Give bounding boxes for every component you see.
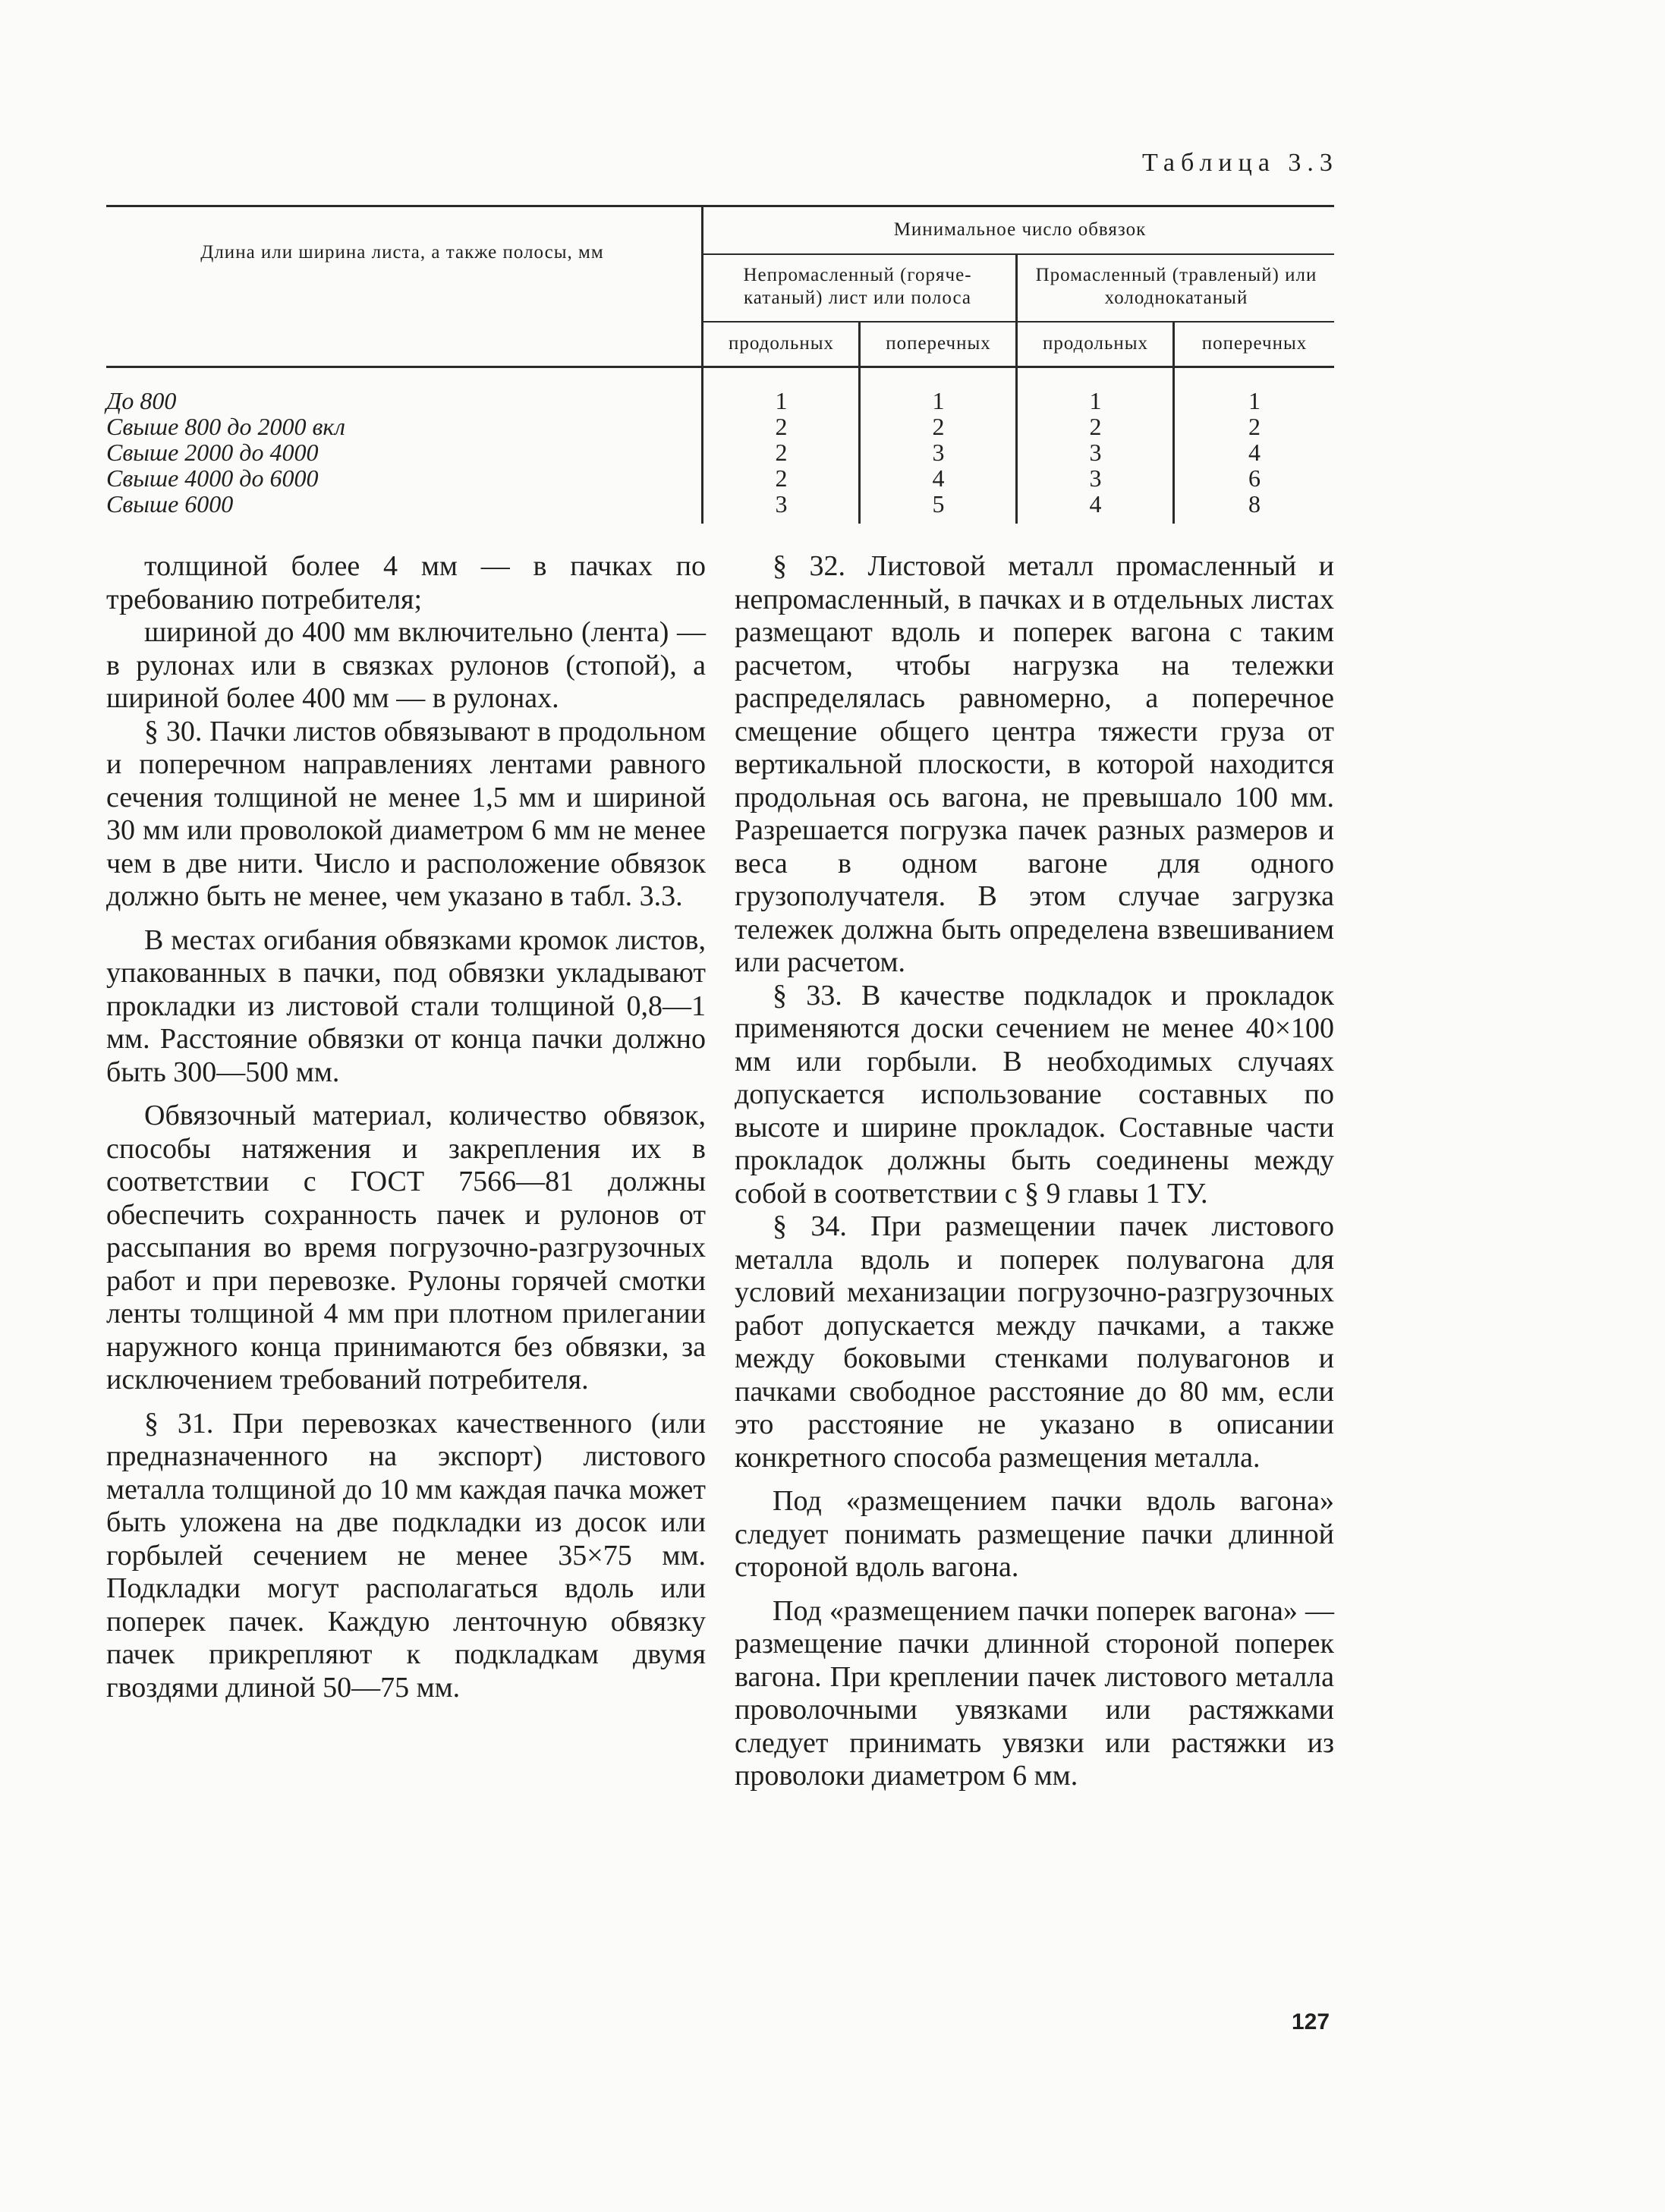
row-label: До 800 bbox=[106, 387, 177, 414]
table-cell: 3 bbox=[775, 490, 788, 518]
subheader-trans-1: поперечных bbox=[886, 333, 991, 354]
table-cell: 5 bbox=[932, 490, 945, 518]
table-cell: 6 bbox=[1248, 464, 1261, 492]
left-column bbox=[106, 550, 706, 1704]
header-unoiled: Непромасленный (горяче-катаный) лист или полоса bbox=[743, 265, 972, 308]
table-cell: 4 bbox=[1089, 490, 1102, 518]
row-label: Свыше 2000 до 4000 bbox=[106, 439, 319, 466]
table-cell: 4 bbox=[1248, 439, 1261, 466]
table-cell: 4 bbox=[932, 464, 945, 492]
table-cell: 1 bbox=[932, 387, 945, 414]
paragraph-section-31: § 31. При перевозках качественного (или предназначенного на экспорт) листового металла толщиной до 10 мм каждая пачка может быть уложена на две подкладки из досок или горбылей сечением не менее 35×75 мм. Подкладки могут располагаться вдоль или поперек пачек. Каждую ленточную обвязку пачек прикрепляют к подкладкам двумя гвоздями длиной 50—75 мм. bbox=[106, 1407, 706, 1704]
header-min: Минимальное число обвязок bbox=[893, 219, 1147, 240]
table-cell: 1 bbox=[1248, 387, 1261, 414]
paragraph: шириной до 400 мм включительно (лента) — в рулонах или в связках рулонов (стопой), а шириной более 400 мм — в рулонах. bbox=[106, 616, 706, 714]
table-cell: 8 bbox=[1248, 490, 1261, 518]
table-cell: 3 bbox=[1089, 439, 1102, 466]
subheader-trans-2: поперечных bbox=[1201, 333, 1308, 354]
table-top-rule bbox=[106, 205, 1334, 207]
table-caption: Таблица 3.3 bbox=[1142, 149, 1339, 177]
page-number: 127 bbox=[1292, 2009, 1330, 2034]
table-cell: 3 bbox=[932, 439, 945, 466]
table-cell: 2 bbox=[1089, 413, 1102, 440]
table-cell: 2 bbox=[932, 413, 945, 440]
row-label: Свыше 6000 bbox=[106, 490, 234, 518]
paragraph: Под «размещением пачки вдоль вагона» следует понимать размещение пачки длинной стороной вдоль вагона. bbox=[735, 1485, 1334, 1583]
table-cell: 3 bbox=[1089, 464, 1102, 492]
subheader-long-1: продольных bbox=[728, 333, 835, 354]
table-header-bottom-rule bbox=[106, 366, 1334, 368]
table-rule-under-groups bbox=[702, 321, 1334, 323]
paragraph: Под «размещением пачки поперек вагона» — размещение пачки длинной стороной поперек вагона. При креплении пачек листового металла проволочными увязками или растяжками следует принимать увязки или растяжки из проволоки диаметром 6 мм. bbox=[735, 1594, 1334, 1792]
right-column bbox=[735, 550, 1334, 1793]
table-cell: 1 bbox=[1089, 387, 1102, 414]
row-label: Свыше 800 до 2000 вкл bbox=[106, 413, 345, 440]
header-length: Длина или ширина листа, а также полосы, мм bbox=[200, 242, 604, 263]
paragraph-section-33: § 33. В качестве подкладок и прокладок применяются доски сечением не менее 40×100 мм или горбыли. В необходимых случаях допускается использование составных по высоте и ширине прокладок. Составные части прокладок должны быть соединены между собой в соответствии с § 9 главы 1 ТУ. bbox=[735, 979, 1334, 1210]
bindings-table bbox=[106, 205, 1334, 524]
paragraph-section-32: § 32. Листовой металл промасленный и непромасленный, в пачках и в отдельных листах размещают вдоль и поперек вагона с таким расчетом, чтобы нагрузка на тележки распределялась равномерно, а поперечное смещение общего центра тяжести груза от вертикальной плоскости, в которой находится продольная ось вагона, не превышало 100 мм. Разрешается погрузка пачек разных размеров и веса в одном вагоне для одного грузополучателя. В этом случае загрузка тележек должна быть определена взвешиванием или расчетом. bbox=[735, 550, 1334, 978]
table-cell: 2 bbox=[1248, 413, 1261, 440]
table-cell: 2 bbox=[775, 413, 788, 440]
paragraph: Обвязочный материал, количество обвязок, способы натяжения и закрепления их в соответствии с ГОСТ 7566—81 должны обеспечить сохранность пачек и рулонов от рассыпания во время погрузочно-разгрузочных работ и при перевозке. Рулоны горячей смотки ленты толщиной 4 мм при плотном прилегании наружного конца принимаются без обвязки, за исключением требований потребителя. bbox=[106, 1100, 706, 1395]
table-rule-under-min bbox=[702, 253, 1334, 255]
paragraph-section-30: § 30. Пачки листов обвязывают в продольном и поперечном направлениях лентами равного сечения толщиной не менее 1,5 мм и шириной 30 мм или проволокой диаметром 6 мм не менее чем в две нити. Число и расположение обвязок должно быть не менее, чем указано в табл. 3.3. bbox=[106, 715, 706, 912]
table-cell: 2 bbox=[775, 439, 788, 466]
header-oiled: Промасленный (травленый) или холоднокатаный bbox=[1035, 265, 1317, 308]
paragraph: В местах огибания обвязками кромок листов, упакованных в пачки, под обвязки укладывают прокладки из листовой стали толщиной 0,8—1 мм. Расстояние обвязки от конца пачки должно быть 300—500 мм. bbox=[106, 924, 706, 1088]
paragraph: толщиной более 4 мм — в пачках по требованию потребителя; bbox=[106, 550, 706, 615]
table-cell: 2 bbox=[775, 464, 788, 492]
row-label: Свыше 4000 до 6000 bbox=[106, 464, 319, 492]
subheader-long-2: продольных bbox=[1042, 333, 1149, 354]
table-cell: 1 bbox=[775, 387, 788, 414]
paragraph-section-34: § 34. При размещении пачек листового металла вдоль и поперек полувагона для условий механизации погрузочно-разгрузочных работ допускается между пачками, а также между боковыми стенками полувагонов и пачками свободное расстояние до 80 мм, если это расстояние не указано в описании конкретного способа размещения металла. bbox=[735, 1210, 1334, 1474]
